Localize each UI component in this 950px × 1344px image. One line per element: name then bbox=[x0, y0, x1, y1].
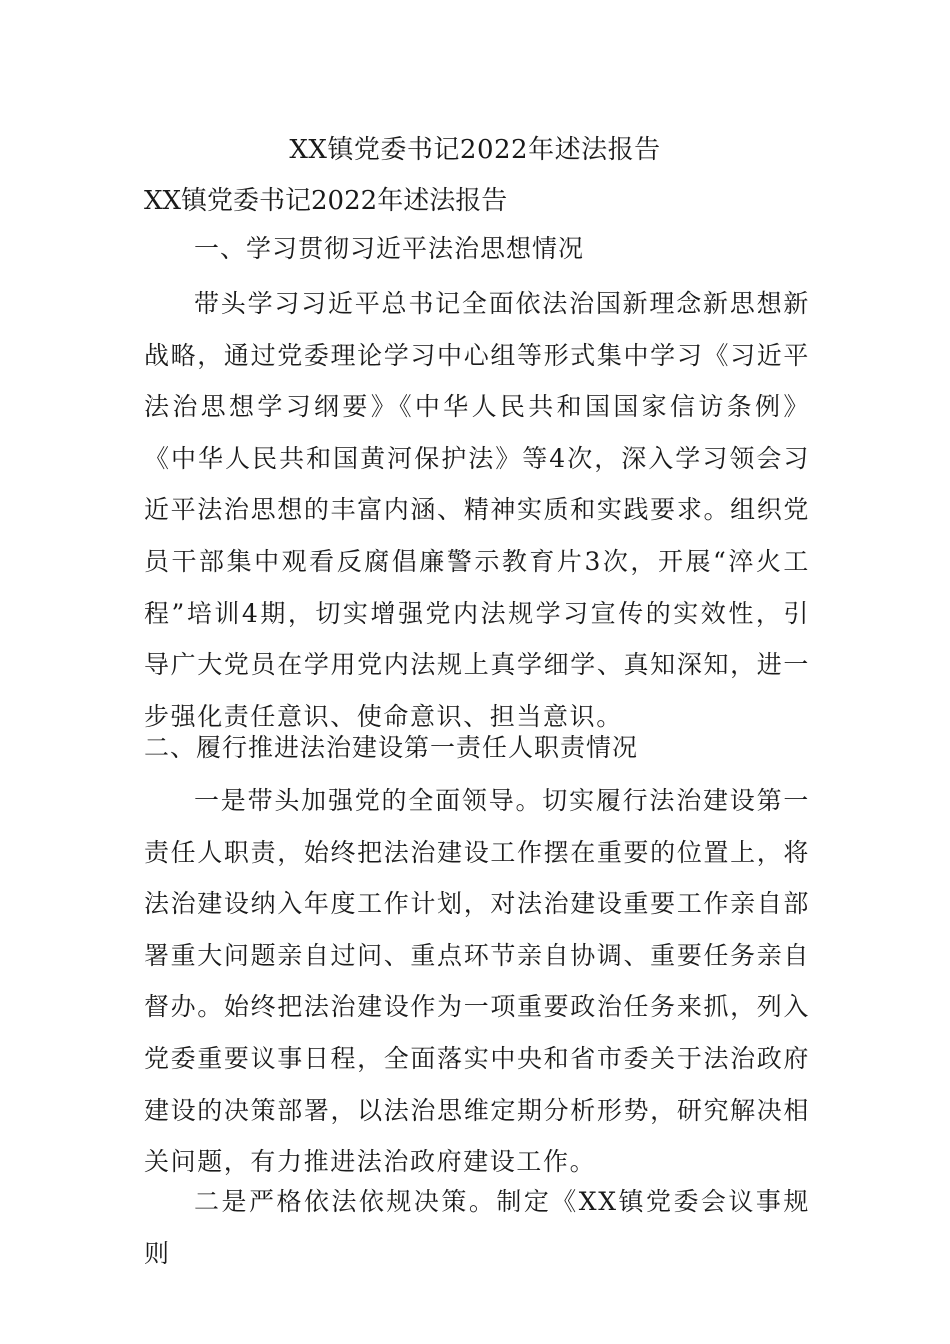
section-2-paragraph-2: 二是严格依法依规决策。制定《XX镇党委会议事规则 bbox=[144, 1187, 810, 1268]
section-1-paragraph: 带头学习习近平总书记全面依法治国新理念新思想新战略，通过党委理论学习中心组等形式集中学习《习近平法治思想学习纲要》《中华人民共和国国家信访条例》《中华人民共和国黄河保护法》等4次，深入学习领会习近平法治思想的丰富内涵、精神实质和实践要求。组织党员干部集中观看反腐倡廉警示教育片3次，开展“淬火工程”培训4期，切实增强党内法规学习宣传的实效性，引导广大党员在学用党内法规上真学细学、真知深知，进一步强化责任意识、使命意识、担当意识。 bbox=[144, 289, 810, 731]
document-title: XX镇党委书记2022年述法报告 bbox=[289, 135, 661, 165]
repeated-title: XX镇党委书记2022年述法报告 bbox=[144, 186, 508, 216]
section-heading-1: 一、学习贯彻习近平法治思想情况 bbox=[194, 234, 585, 263]
section-heading-2: 二、履行推进法治建设第一责任人职责情况 bbox=[144, 733, 639, 762]
section-2-paragraph-1: 一是带头加强党的全面领导。切实履行法治建设第一责任人职责，始终把法治建设工作摆在重要的位置上，将法治建设纳入年度工作计划，对法治建设重要工作亲自部署重大问题亲自过问、重点环节亲自协调、重要任务亲自督办。始终把法治建设作为一项重要政治任务来抓，列入党委重要议事日程，全面落实中央和省市委关于法治政府建设的决策部署，以法治思维定期分析形势，研究解决相关问题，有力推进法治政府建设工作。 bbox=[144, 786, 810, 1177]
